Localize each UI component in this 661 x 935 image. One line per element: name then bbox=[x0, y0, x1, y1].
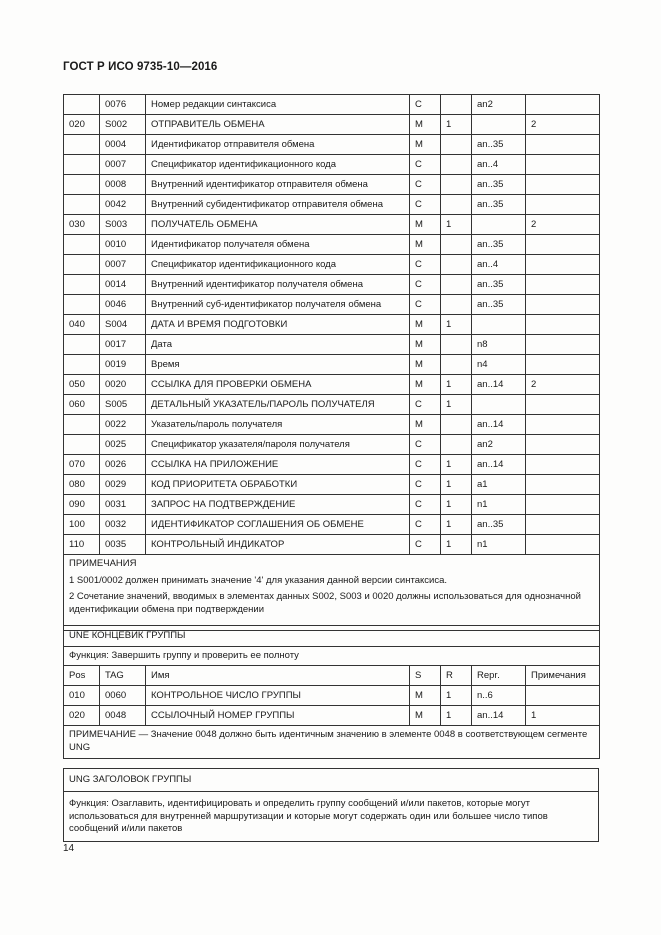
notes-cell bbox=[526, 275, 600, 295]
status-cell: C bbox=[410, 475, 441, 495]
notes-row bbox=[64, 555, 600, 631]
tag-cell: S004 bbox=[100, 315, 146, 335]
table-row bbox=[64, 95, 600, 115]
repr-cell: an..35 bbox=[472, 235, 526, 255]
notes-cell bbox=[526, 455, 600, 475]
repr-cell: an..14 bbox=[472, 706, 526, 726]
pos-cell bbox=[64, 155, 100, 175]
une-title-row bbox=[64, 626, 600, 647]
col-header-name: Имя bbox=[146, 666, 410, 686]
repr-cell: an..35 bbox=[472, 515, 526, 535]
name-cell: ССЫЛКА ДЛЯ ПРОВЕРКИ ОБМЕНА bbox=[146, 375, 410, 395]
notes-cell bbox=[526, 415, 600, 435]
col-header-pos: Pos bbox=[64, 666, 100, 686]
table-row bbox=[64, 686, 600, 706]
une-header-row bbox=[64, 666, 600, 686]
status-cell: M bbox=[410, 315, 441, 335]
table-row bbox=[64, 335, 600, 355]
tag-cell: 0048 bbox=[100, 706, 146, 726]
pos-cell: 070 bbox=[64, 455, 100, 475]
repeat-cell: 1 bbox=[441, 395, 472, 415]
segment-table-unb bbox=[63, 94, 600, 631]
table-row bbox=[64, 355, 600, 375]
repeat-cell bbox=[441, 95, 472, 115]
notes-cell bbox=[526, 495, 600, 515]
status-cell: C bbox=[410, 275, 441, 295]
tag-cell: 0025 bbox=[100, 435, 146, 455]
tag-cell: 0026 bbox=[100, 455, 146, 475]
repeat-cell: 1 bbox=[441, 515, 472, 535]
notes-heading: ПРИМЕЧАНИЯ bbox=[69, 558, 137, 569]
notes-cell bbox=[526, 175, 600, 195]
col-header-repeat: R bbox=[441, 666, 472, 686]
status-cell: M bbox=[410, 706, 441, 726]
repeat-cell bbox=[441, 295, 472, 315]
repeat-cell bbox=[441, 355, 472, 375]
name-cell: ИДЕНТИФИКАТОР СОГЛАШЕНИЯ ОБ ОБМЕНЕ bbox=[146, 515, 410, 535]
table-row bbox=[64, 295, 600, 315]
name-cell: КОНТРОЛЬНЫЙ ИНДИКАТОР bbox=[146, 535, 410, 555]
repr-cell: an..35 bbox=[472, 175, 526, 195]
tag-cell: 0046 bbox=[100, 295, 146, 315]
col-header-notes: Примечания bbox=[526, 666, 600, 686]
notes-cell bbox=[526, 295, 600, 315]
tag-cell: 0031 bbox=[100, 495, 146, 515]
pos-cell bbox=[64, 135, 100, 155]
repr-cell: an..4 bbox=[472, 155, 526, 175]
table-row bbox=[64, 515, 600, 535]
status-cell: C bbox=[410, 255, 441, 275]
table-row bbox=[64, 235, 600, 255]
repeat-cell bbox=[441, 255, 472, 275]
repr-cell: an..35 bbox=[472, 135, 526, 155]
tag-cell: 0076 bbox=[100, 95, 146, 115]
pos-cell: 050 bbox=[64, 375, 100, 395]
repr-cell: an..35 bbox=[472, 195, 526, 215]
une-function: Функция: Завершить группу и проверить ее полноту bbox=[64, 647, 600, 666]
status-cell: C bbox=[410, 535, 441, 555]
status-cell: C bbox=[410, 515, 441, 535]
tag-cell: 0017 bbox=[100, 335, 146, 355]
name-cell: Идентификатор получателя обмена bbox=[146, 235, 410, 255]
repeat-cell: 1 bbox=[441, 475, 472, 495]
table-row bbox=[64, 175, 600, 195]
repeat-cell bbox=[441, 275, 472, 295]
name-cell: ДЕТАЛЬНЫЙ УКАЗАТЕЛЬ/ПАРОЛЬ ПОЛУЧАТЕЛЯ bbox=[146, 395, 410, 415]
repeat-cell: 1 bbox=[441, 215, 472, 235]
name-cell: Спецификатор указателя/пароля получателя bbox=[146, 435, 410, 455]
pos-cell: 100 bbox=[64, 515, 100, 535]
notes-cell bbox=[526, 395, 600, 415]
table-row bbox=[64, 395, 600, 415]
repr-cell bbox=[472, 315, 526, 335]
repr-cell: an..4 bbox=[472, 255, 526, 275]
pos-cell: 010 bbox=[64, 686, 100, 706]
name-cell: ПОЛУЧАТЕЛЬ ОБМЕНА bbox=[146, 215, 410, 235]
table-row bbox=[64, 255, 600, 275]
notes-cell bbox=[526, 335, 600, 355]
status-cell: C bbox=[410, 455, 441, 475]
tag-cell: 0042 bbox=[100, 195, 146, 215]
name-cell: ССЫЛОЧНЫЙ НОМЕР ГРУППЫ bbox=[146, 706, 410, 726]
pos-cell: 020 bbox=[64, 706, 100, 726]
repeat-cell: 1 bbox=[441, 495, 472, 515]
repeat-cell: 1 bbox=[441, 315, 472, 335]
repr-cell: an..35 bbox=[472, 275, 526, 295]
name-cell: Спецификатор идентификационного кода bbox=[146, 155, 410, 175]
repr-cell: n4 bbox=[472, 355, 526, 375]
status-cell: M bbox=[410, 686, 441, 706]
notes-cell bbox=[526, 255, 600, 275]
tag-cell: 0007 bbox=[100, 255, 146, 275]
table-row bbox=[64, 135, 600, 155]
name-cell: Внутренний идентификатор отправителя обмена bbox=[146, 175, 410, 195]
repr-cell: an..35 bbox=[472, 295, 526, 315]
name-cell: ЗАПРОС НА ПОДТВЕРЖДЕНИЕ bbox=[146, 495, 410, 515]
repr-cell: n..6 bbox=[472, 686, 526, 706]
repeat-cell bbox=[441, 415, 472, 435]
pos-cell bbox=[64, 335, 100, 355]
pos-cell bbox=[64, 275, 100, 295]
tag-cell: 0032 bbox=[100, 515, 146, 535]
tag-cell: 0010 bbox=[100, 235, 146, 255]
status-cell: C bbox=[410, 495, 441, 515]
tag-cell: 0004 bbox=[100, 135, 146, 155]
name-cell: Внутренний суб-идентификатор получателя обмена bbox=[146, 295, 410, 315]
notes-cell bbox=[526, 155, 600, 175]
table-row bbox=[64, 535, 600, 555]
repeat-cell: 1 bbox=[441, 455, 472, 475]
repr-cell: an2 bbox=[472, 95, 526, 115]
tag-cell: 0007 bbox=[100, 155, 146, 175]
repeat-cell bbox=[441, 195, 472, 215]
tag-cell: S002 bbox=[100, 115, 146, 135]
table-row bbox=[64, 475, 600, 495]
repr-cell: an2 bbox=[472, 435, 526, 455]
pos-cell: 060 bbox=[64, 395, 100, 415]
segment-table-une bbox=[63, 625, 600, 759]
col-header-tag: TAG bbox=[100, 666, 146, 686]
status-cell: M bbox=[410, 115, 441, 135]
notes-cell bbox=[526, 475, 600, 495]
segment-table-body bbox=[64, 95, 600, 555]
status-cell: M bbox=[410, 375, 441, 395]
status-cell: C bbox=[410, 155, 441, 175]
ung-function: Функция: Озаглавить, идентифицировать и определить группу сообщений и/или пакетов, которые могут использоваться для внутренней маршрутизации и которые могут содержать один или большее число типов сообщений и/или пакетов bbox=[64, 792, 599, 842]
notes-cell bbox=[526, 435, 600, 455]
repr-cell: n1 bbox=[472, 535, 526, 555]
name-cell: Номер редакции синтаксиса bbox=[146, 95, 410, 115]
pos-cell: 110 bbox=[64, 535, 100, 555]
ung-function-row bbox=[64, 792, 599, 842]
pos-cell bbox=[64, 255, 100, 275]
table-row bbox=[64, 155, 600, 175]
notes-cell: 1 bbox=[526, 706, 600, 726]
repr-cell bbox=[472, 215, 526, 235]
tag-cell: 0022 bbox=[100, 415, 146, 435]
segment-table-ung bbox=[63, 768, 599, 842]
une-note-row bbox=[64, 726, 600, 759]
tag-cell: 0014 bbox=[100, 275, 146, 295]
repeat-cell bbox=[441, 235, 472, 255]
tag-cell: 0035 bbox=[100, 535, 146, 555]
pos-cell bbox=[64, 295, 100, 315]
name-cell: Внутренний субидентификатор отправителя обмена bbox=[146, 195, 410, 215]
page-number: 14 bbox=[63, 843, 75, 854]
notes-cell bbox=[526, 355, 600, 375]
tag-cell: S003 bbox=[100, 215, 146, 235]
table-row bbox=[64, 495, 600, 515]
notes-cell bbox=[526, 515, 600, 535]
note-1: 1 S001/0002 должен принимать значение '4' для указания данной версии синтаксиса. bbox=[69, 574, 447, 586]
pos-cell bbox=[64, 175, 100, 195]
notes-cell bbox=[526, 135, 600, 155]
ung-title: UNG ЗАГОЛОВОК ГРУППЫ bbox=[64, 769, 599, 792]
pos-cell bbox=[64, 235, 100, 255]
table-row bbox=[64, 115, 600, 135]
notes-cell: 2 bbox=[526, 215, 600, 235]
name-cell: Внутренний идентификатор получателя обмена bbox=[146, 275, 410, 295]
notes-cell bbox=[64, 555, 600, 631]
status-cell: M bbox=[410, 335, 441, 355]
repr-cell: an..14 bbox=[472, 455, 526, 475]
status-cell: C bbox=[410, 95, 441, 115]
name-cell: ОТПРАВИТЕЛЬ ОБМЕНА bbox=[146, 115, 410, 135]
repr-cell: n1 bbox=[472, 495, 526, 515]
status-cell: M bbox=[410, 355, 441, 375]
ung-title-row bbox=[64, 769, 599, 792]
repeat-cell: 1 bbox=[441, 706, 472, 726]
pos-cell: 030 bbox=[64, 215, 100, 235]
tag-cell: 0020 bbox=[100, 375, 146, 395]
note-2: 2 Сочетание значений, вводимых в элементах данных S002, S003 и 0020 должны использоваться для однозначной идентификации обмена при подтверждении bbox=[69, 591, 581, 615]
repeat-cell: 1 bbox=[441, 535, 472, 555]
table-row bbox=[64, 415, 600, 435]
status-cell: C bbox=[410, 295, 441, 315]
tag-cell: 0019 bbox=[100, 355, 146, 375]
notes-cell: 2 bbox=[526, 375, 600, 395]
pos-cell bbox=[64, 95, 100, 115]
status-cell: M bbox=[410, 215, 441, 235]
pos-cell: 020 bbox=[64, 115, 100, 135]
repr-cell: an..14 bbox=[472, 415, 526, 435]
table-row bbox=[64, 375, 600, 395]
table-row bbox=[64, 315, 600, 335]
repeat-cell bbox=[441, 135, 472, 155]
repeat-cell: 1 bbox=[441, 115, 472, 135]
repr-cell: an..14 bbox=[472, 375, 526, 395]
repeat-cell: 1 bbox=[441, 686, 472, 706]
status-cell: M bbox=[410, 235, 441, 255]
status-cell: C bbox=[410, 175, 441, 195]
table-row bbox=[64, 435, 600, 455]
repr-cell: n8 bbox=[472, 335, 526, 355]
notes-cell bbox=[526, 535, 600, 555]
tag-cell: 0029 bbox=[100, 475, 146, 495]
col-header-status: S bbox=[410, 666, 441, 686]
status-cell: C bbox=[410, 395, 441, 415]
pos-cell: 080 bbox=[64, 475, 100, 495]
une-function-row bbox=[64, 647, 600, 666]
repeat-cell bbox=[441, 175, 472, 195]
col-header-repr: Repr. bbox=[472, 666, 526, 686]
name-cell: Спецификатор идентификационного кода bbox=[146, 255, 410, 275]
status-cell: C bbox=[410, 435, 441, 455]
pos-cell bbox=[64, 415, 100, 435]
une-note: ПРИМЕЧАНИЕ — Значение 0048 должно быть идентичным значению в элементе 0048 в соответствующем сегменте UNG bbox=[64, 726, 600, 759]
table-row bbox=[64, 455, 600, 475]
repr-cell bbox=[472, 395, 526, 415]
repeat-cell bbox=[441, 335, 472, 355]
une-title: UNE КОНЦЕВИК ГРУППЫ bbox=[64, 626, 600, 647]
status-cell: C bbox=[410, 195, 441, 215]
name-cell: Дата bbox=[146, 335, 410, 355]
tag-cell: 0008 bbox=[100, 175, 146, 195]
name-cell: Указатель/пароль получателя bbox=[146, 415, 410, 435]
repeat-cell bbox=[441, 155, 472, 175]
pos-cell bbox=[64, 435, 100, 455]
table-row bbox=[64, 706, 600, 726]
pos-cell bbox=[64, 195, 100, 215]
name-cell: ДАТА И ВРЕМЯ ПОДГОТОВКИ bbox=[146, 315, 410, 335]
repeat-cell bbox=[441, 435, 472, 455]
repeat-cell: 1 bbox=[441, 375, 472, 395]
pos-cell bbox=[64, 355, 100, 375]
table-row bbox=[64, 275, 600, 295]
name-cell: ССЫЛКА НА ПРИЛОЖЕНИЕ bbox=[146, 455, 410, 475]
tag-cell: S005 bbox=[100, 395, 146, 415]
pos-cell: 040 bbox=[64, 315, 100, 335]
notes-cell: 2 bbox=[526, 115, 600, 135]
repr-cell bbox=[472, 115, 526, 135]
status-cell: M bbox=[410, 135, 441, 155]
name-cell: КОД ПРИОРИТЕТА ОБРАБОТКИ bbox=[146, 475, 410, 495]
name-cell: Время bbox=[146, 355, 410, 375]
repr-cell: a1 bbox=[472, 475, 526, 495]
tag-cell: 0060 bbox=[100, 686, 146, 706]
status-cell: M bbox=[410, 415, 441, 435]
pos-cell: 090 bbox=[64, 495, 100, 515]
notes-cell bbox=[526, 315, 600, 335]
table-row bbox=[64, 215, 600, 235]
notes-cell bbox=[526, 195, 600, 215]
document-header: ГОСТ Р ИСО 9735-10—2016 bbox=[63, 61, 218, 73]
name-cell: Идентификатор отправителя обмена bbox=[146, 135, 410, 155]
notes-cell bbox=[526, 235, 600, 255]
notes-cell bbox=[526, 686, 600, 706]
name-cell: КОНТРОЛЬНОЕ ЧИСЛО ГРУППЫ bbox=[146, 686, 410, 706]
notes-cell bbox=[526, 95, 600, 115]
table-row bbox=[64, 195, 600, 215]
